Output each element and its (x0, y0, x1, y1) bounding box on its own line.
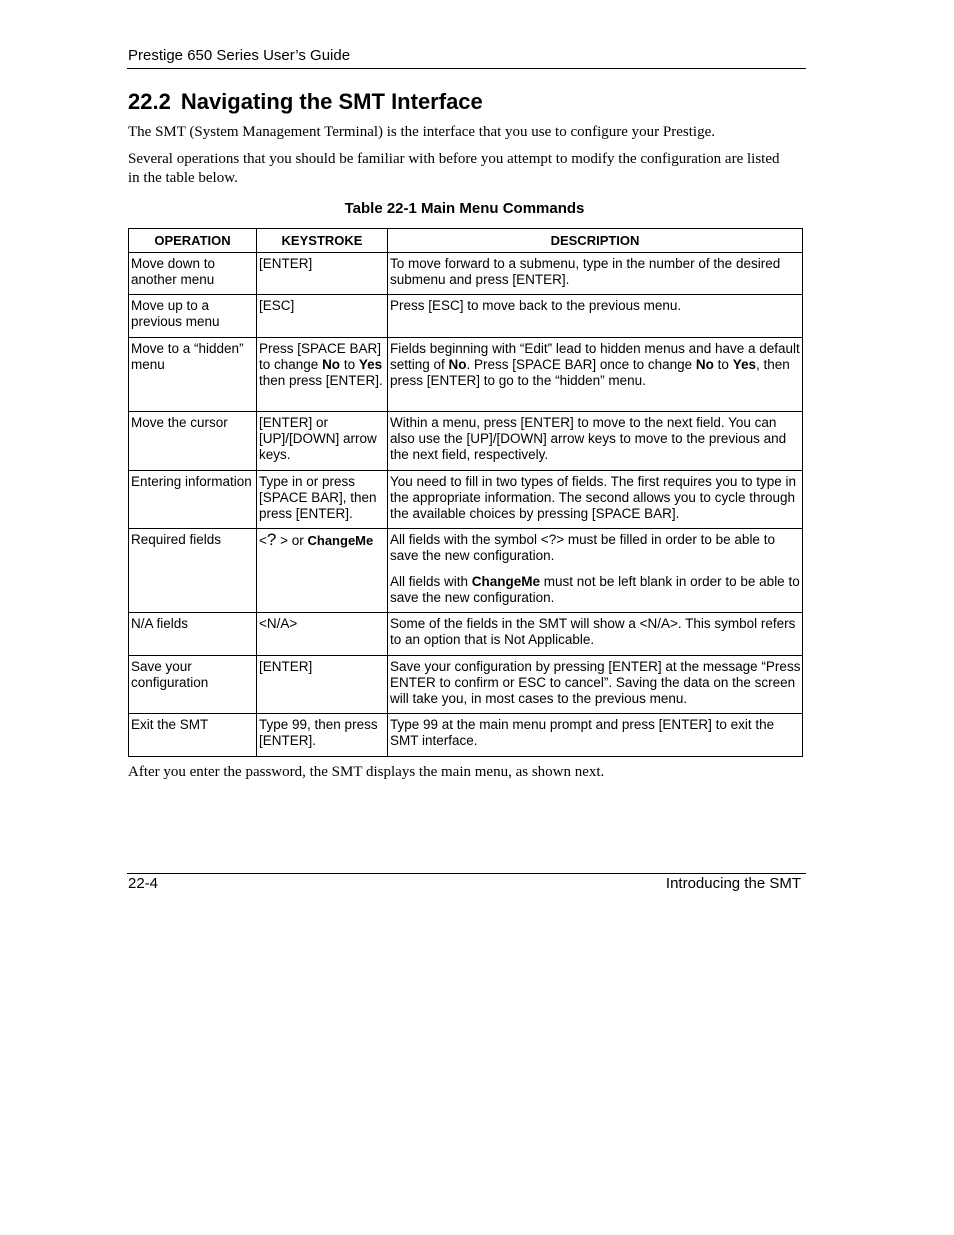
operation-cell: Save your configuration (129, 656, 257, 714)
description-cell: You need to fill in two types of fields. The first requires you to type in the appropriate information. The second allows you to cycle through the available choices by pressing [SPACE BAR]. (388, 471, 803, 529)
keystroke-text: > or (276, 533, 308, 548)
operations-paragraph: Several operations that you should be familiar with before you attempt to modify the configuration are listed in the table below. (128, 151, 780, 186)
keystroke-cell: Type 99, then press [ENTER]. (257, 714, 388, 757)
description-text: to (713, 357, 733, 372)
main-menu-commands-table (128, 228, 803, 757)
description-text: , then press [ENTER] to go to the “hidden” menu. (390, 357, 790, 388)
description-cell: Type 99 at the main menu prompt and press [ENTER] to exit the SMT interface. (388, 714, 803, 757)
description-text (390, 574, 801, 606)
table-row (129, 412, 803, 471)
table-row (129, 295, 803, 338)
operation-cell: Move to a “hidden” menu (129, 338, 257, 412)
description-text: Fields beginning with “Edit” lead to hidden menus and have a default setting of (390, 341, 800, 372)
table-row (129, 338, 803, 412)
intro-paragraph: The SMT (System Management Terminal) is the interface that you use to configure your Prestige. (128, 124, 715, 140)
operation-cell: Required fields (129, 529, 257, 613)
value-no: No (695, 357, 714, 372)
chapter-title: Introducing the SMT (665, 875, 801, 892)
description-text: All fields with (390, 574, 472, 589)
column-header-description: DESCRIPTION (388, 229, 803, 253)
description-cell: Some of the fields in the SMT will show a <N/A>. This symbol refers to an option that is Not Applicable. (388, 613, 803, 656)
description-cell: Save your configuration by pressing [ENTER] at the message “Press ENTER to confirm or ESC to cancel”. Saving the data on the screen will take you, in most cases to the previous menu. (388, 656, 803, 714)
description-cell: To move forward to a submenu, type in the number of the desired submenu and press [ENTER]. (388, 253, 803, 295)
operation-cell: N/A fields (129, 613, 257, 656)
table-header-row (129, 229, 803, 253)
keystroke-text: then press [ENTER]. (259, 373, 383, 388)
keystroke-cell (257, 529, 388, 613)
table-row (129, 613, 803, 656)
keystroke-text: Press [SPACE BAR] to change (259, 341, 382, 372)
column-header-keystroke: KEYSTROKE (257, 229, 388, 253)
table-row (129, 253, 803, 295)
value-yes: Yes (358, 357, 383, 372)
description-cell (388, 338, 803, 412)
keystroke-text: < (259, 533, 267, 548)
after-table-paragraph: After you enter the password, the SMT displays the main menu, as shown next. (128, 764, 605, 780)
keystroke-cell: [ENTER] (257, 253, 388, 295)
keystroke-cell: [ESC] (257, 295, 388, 338)
keystroke-text: to (340, 357, 359, 372)
operation-cell: Move up to a previous menu (129, 295, 257, 338)
section-title-text: Navigating the SMT Interface (180, 89, 483, 114)
description-text: must not be left blank in order to be able to save the new configuration. (390, 574, 800, 605)
value-yes: Yes (732, 357, 756, 372)
operation-cell: Move down to another menu (129, 253, 257, 295)
operation-cell: Move the cursor (129, 412, 257, 471)
header-rule (127, 68, 806, 69)
keystroke-cell: Type in or press [SPACE BAR], then press [ENTER]. (257, 471, 388, 529)
section-title (128, 88, 483, 116)
changeme-keyword: ChangeMe (307, 533, 374, 548)
description-cell: Press [ESC] to move back to the previous menu. (388, 295, 803, 338)
operation-cell: Exit the SMT (129, 714, 257, 757)
description-cell (388, 529, 803, 613)
table-caption: Table 22-1 Main Menu Commands (344, 200, 585, 217)
table-row (129, 471, 803, 529)
question-symbol: ? (266, 530, 277, 549)
description-text: All fields with the symbol <?> must be filled in order to be able to save the new configuration. (390, 532, 775, 563)
description-text: . Press [SPACE BAR] once to change (466, 357, 696, 372)
keystroke-cell (257, 338, 388, 412)
changeme-keyword: ChangeMe (471, 574, 541, 589)
section-number: 22.2 (128, 89, 171, 114)
column-header-operation: OPERATION (129, 229, 257, 253)
table-row (129, 529, 803, 613)
keystroke-cell: <N/A> (257, 613, 388, 656)
value-no: No (448, 357, 467, 372)
operation-cell: Entering information (129, 471, 257, 529)
table-row (129, 656, 803, 714)
description-cell: Within a menu, press [ENTER] to move to the next field. You can also use the [UP]/[DOWN] arrow keys to move to the previous and the next field, respectively. (388, 412, 803, 471)
footer-rule (127, 873, 806, 874)
value-no: No (322, 357, 341, 372)
keystroke-cell: [ENTER] or [UP]/[DOWN] arrow keys. (257, 412, 388, 471)
table-row (129, 714, 803, 757)
running-header: Prestige 650 Series User’s Guide (128, 47, 351, 64)
page-number: 22-4 (128, 875, 159, 892)
keystroke-cell: [ENTER] (257, 656, 388, 714)
